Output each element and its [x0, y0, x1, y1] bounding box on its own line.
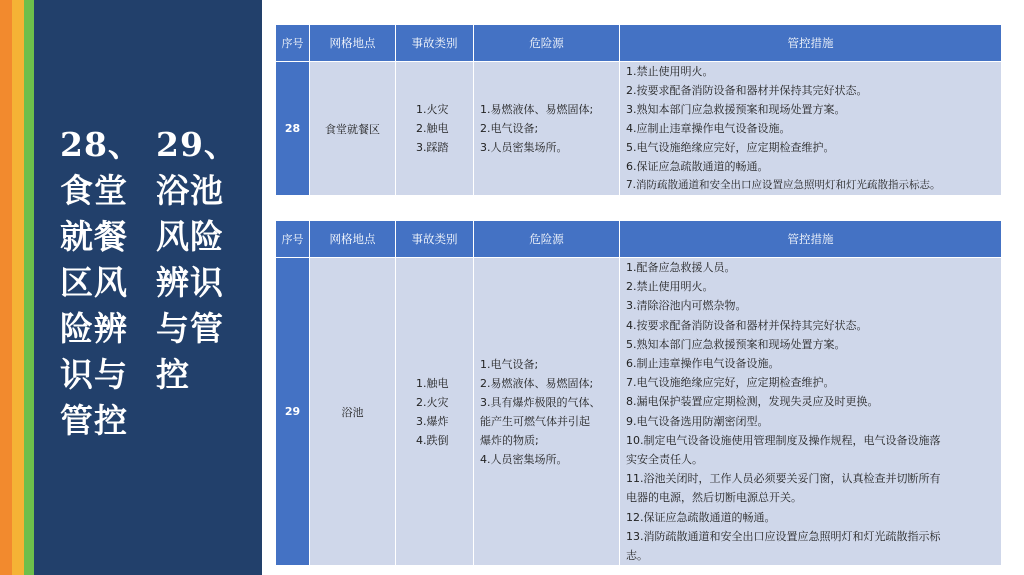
header-hazard: 危险源: [474, 25, 620, 62]
title-line: 29、: [156, 125, 238, 164]
hazard-item: 1.易燃液体、易燃固体;: [480, 103, 594, 116]
hazard-item: 能产生可燃气体并引起: [480, 414, 590, 428]
measure-item: 6.制止违章操作电气设备设施。: [626, 357, 780, 371]
hazard-list: [474, 258, 620, 566]
measure-item: 电器的电源，然后切断电源总开关。: [626, 491, 802, 505]
measure-item: 13.消防疏散通道和安全出口应设置应急照明灯和灯光疏散指示标: [626, 529, 941, 543]
table-row: [276, 258, 1002, 566]
orange-stripe: [0, 0, 12, 575]
measures-list: [620, 258, 1002, 566]
hazard-item: 3.人员密集场所。: [480, 141, 568, 154]
slide-title-col2: [156, 122, 238, 398]
table-row: [276, 62, 1002, 196]
row-location: 食堂就餐区: [310, 62, 396, 196]
accident-item: 2.触电: [416, 122, 449, 135]
measure-item: 1.配备应急救援人员。: [626, 261, 736, 274]
measure-item: 4.按要求配备消防设备和器材并保持其完好状态。: [626, 318, 868, 332]
measure-item: 2.禁止使用明火。: [626, 280, 714, 294]
hazard-item: 2.易燃液体、易燃固体;: [480, 376, 594, 390]
accident-list: [396, 62, 474, 196]
measure-item: 7.消防疏散通道和安全出口应设置应急照明灯和灯光疏散指示标志。: [626, 179, 941, 191]
hazard-item: 2.电气设备;: [480, 122, 539, 135]
measures-list: [620, 62, 1002, 196]
measure-item: 1.禁止使用明火。: [626, 65, 714, 78]
title-line: 浴池: [156, 171, 224, 210]
header-location: 网格地点: [310, 221, 396, 258]
yellow-stripe: [12, 0, 24, 575]
title-line: 风险: [156, 217, 224, 256]
risk-table-canteen: [275, 24, 1002, 196]
title-line: 区风: [60, 263, 128, 302]
title-line: 管控: [60, 401, 128, 440]
hazard-item: 爆炸的物质;: [480, 433, 539, 447]
accident-item: 1.触电: [416, 376, 449, 390]
title-line: 辨识: [156, 263, 224, 302]
accident-list: [396, 258, 474, 566]
title-line: 就餐: [60, 217, 128, 256]
header-seq: 序号: [276, 25, 310, 62]
row-location: 浴池: [310, 258, 396, 566]
measure-item: 10.制定电气设备设施使用管理制度及操作规程，电气设备设施落: [626, 433, 941, 447]
measure-item: 7.电气设施绝缘应完好，应定期检查维护。: [626, 376, 835, 390]
title-line: 控: [156, 355, 190, 394]
measure-item: 3.清除浴池内可燃杂物。: [626, 299, 747, 313]
hazard-item: 3.具有爆炸极限的气体、: [480, 395, 601, 409]
hazard-list: [474, 62, 620, 196]
slide-title-col1: [60, 122, 142, 444]
accident-item: 3.爆炸: [416, 414, 449, 428]
risk-table-bathhouse: [275, 220, 1002, 566]
row-seq: 28: [276, 62, 310, 196]
accident-item: 4.跌倒: [416, 433, 449, 447]
table-header-row: [276, 221, 1002, 258]
header-location: 网格地点: [310, 25, 396, 62]
measure-item: 5.电气设施绝缘应完好，应定期检查维护。: [626, 141, 835, 154]
measure-item: 实安全责任人。: [626, 453, 703, 467]
measure-item: 9.电气设备选用防潮密闭型。: [626, 414, 769, 428]
measure-item: 8.漏电保护装置应定期检测，发现失灵应及时更换。: [626, 395, 879, 409]
green-stripe: [24, 0, 34, 575]
measure-item: 12.保证应急疏散通道的畅通。: [626, 510, 776, 524]
measure-item: 2.按要求配备消防设备和器材并保持其完好状态。: [626, 84, 868, 97]
title-line: 28、: [60, 125, 142, 164]
row-seq: 29: [276, 258, 310, 566]
accident-item: 3.踩踏: [416, 141, 449, 154]
header-accident: 事故类别: [396, 221, 474, 258]
measure-item: 3.熟知本部门应急救援预案和现场处置方案。: [626, 103, 846, 116]
header-measures: 管控措施: [620, 25, 1002, 62]
header-seq: 序号: [276, 221, 310, 258]
measure-item: 志。: [626, 549, 648, 563]
title-line: 与管: [156, 309, 224, 348]
hazard-item: 1.电气设备;: [480, 357, 539, 371]
table-header-row: [276, 25, 1002, 62]
hazard-item: 4.人员密集场所。: [480, 452, 568, 466]
header-hazard: 危险源: [474, 221, 620, 258]
title-line: 食堂: [60, 171, 128, 210]
measure-item: 5.熟知本部门应急救援预案和现场处置方案。: [626, 337, 846, 351]
accident-item: 1.火灾: [416, 103, 449, 116]
header-measures: 管控措施: [620, 221, 1002, 258]
measure-item: 6.保证应急疏散通道的畅通。: [626, 160, 769, 173]
measure-item: 11.浴池关闭时，工作人员必须要关妥门窗，认真检查并切断所有: [626, 472, 941, 486]
measure-item: 4.应制止违章操作电气设备设施。: [626, 122, 791, 135]
accident-item: 2.火灾: [416, 395, 449, 409]
title-line: 险辨: [60, 309, 128, 348]
header-accident: 事故类别: [396, 25, 474, 62]
title-line: 识与: [60, 355, 128, 394]
